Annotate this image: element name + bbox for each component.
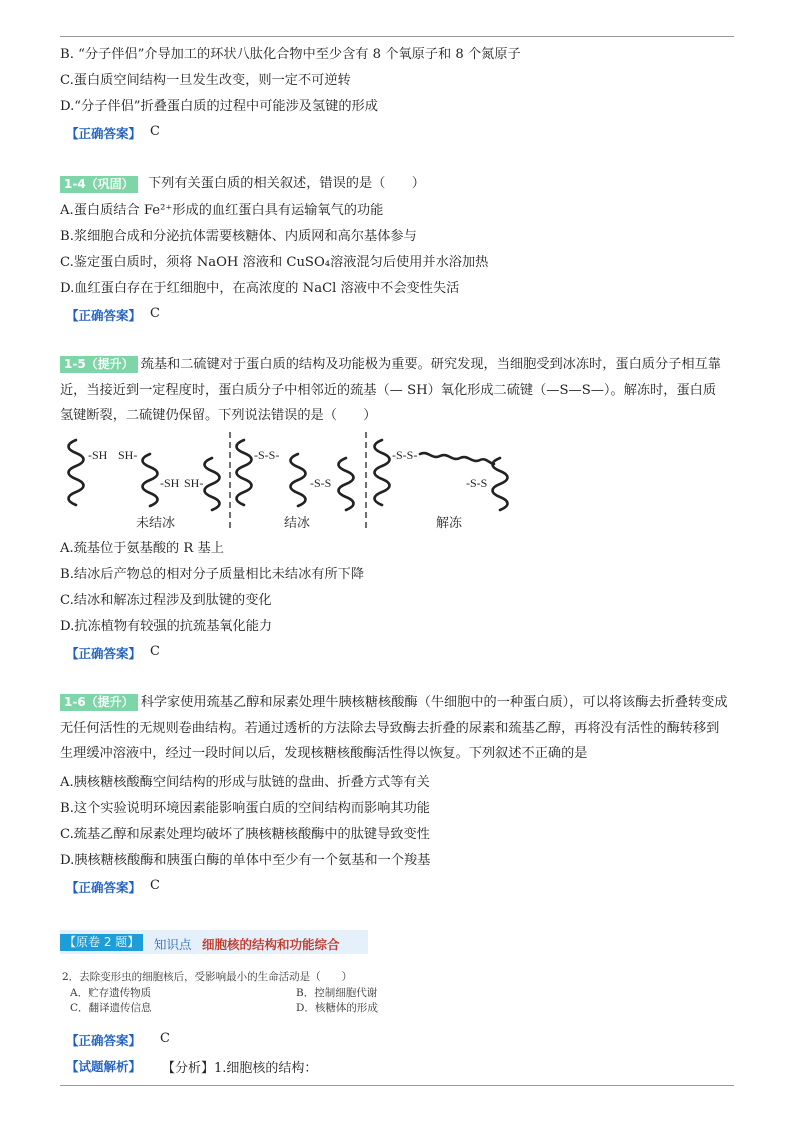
answer-label: 【正确答案】 [66, 126, 142, 141]
answer-label: 【正确答案】 [66, 880, 142, 895]
q2-option-d: D．核糖体的形成 [296, 1002, 378, 1014]
answer-value: C [160, 1031, 170, 1046]
bottom-rule [60, 1085, 734, 1086]
original-question-tag: 【原卷 2 题】 [60, 934, 143, 951]
q13-option-c: C.蛋白质空间结构一旦发生改变，则一定不可逆转 [60, 73, 351, 88]
question-stem: 2．去除变形虫的细胞核后，受影响最小的生命活动是（ ） [62, 971, 353, 983]
protein-chain [69, 440, 84, 505]
q16-option-b: B.这个实验说明环境因素能影响蛋白质的空间结构而影响其功能 [60, 801, 430, 816]
sh-label: SH- [118, 448, 138, 462]
question-tag: 1-4（巩固） [60, 176, 138, 193]
protein-chain [339, 458, 354, 510]
sh-label: -SH [88, 448, 108, 462]
protein-chain [375, 440, 390, 505]
q16-option-a: A.胰核糖核酸酶空间结构的形成与肽链的盘曲、折叠方式等有关 [60, 775, 430, 790]
protein-chain [493, 458, 508, 510]
question-stem [60, 690, 728, 767]
protein-chain [205, 458, 220, 510]
q14-option-b: B.浆细胞合成和分泌抗体需要核糖体、内质网和高尔基体参与 [60, 229, 417, 244]
q2-option-c: C．翻译遗传信息 [70, 1002, 152, 1014]
protein-chain [237, 440, 252, 505]
q14-option-c: C.鉴定蛋白质时，须将 NaOH 溶液和 CuSO₄溶液混匀后使用并水浴加热 [60, 255, 489, 270]
q15-option-a: A.巯基位于氨基酸的 R 基上 [60, 541, 224, 556]
knowledge-point-title: 细胞核的结构和功能综合 [202, 937, 340, 952]
question-tag: 1-6（提升） [60, 694, 138, 711]
answer-value: C [150, 878, 160, 893]
diagram-caption-unfrozen: 未结冰 [136, 516, 176, 531]
question-stem-text: 科学家使用巯基乙醇和尿素处理牛胰核糖核酸酶（牛细胞中的一种蛋白质），可以将该酶去折叠转变成无任何活性的无规则卷曲结构。若通过透析的方法除去导致酶去折叠的尿素和巯基乙醇，再将没有活性的酶转移到生理缓冲溶液中，经过一段时间以后，发现核糖核酸酶活性得以恢复。下列叙述不正确的是 [60, 695, 728, 761]
q15-option-c: C.结冰和解冻过程涉及到肽键的变化 [60, 593, 272, 608]
q14-option-d: D.血红蛋白存在于红细胞中，在高浓度的 NaCl 溶液中不会变性失活 [60, 281, 460, 296]
sh-label: -SH [160, 476, 180, 490]
question-stem: 下列有关蛋白质的相关叙述，错误的是（ ） [148, 176, 425, 191]
knowledge-point-label: 知识点 [154, 937, 192, 952]
q2-option-a: A．贮存遗传物质 [70, 987, 152, 999]
q14-option-a: A.蛋白质结合 Fe²⁺形成的血红蛋白具有运输氧气的功能 [60, 203, 384, 218]
ss-label: -S-S- [392, 448, 418, 462]
disulfide-diagram [0, 432, 794, 532]
q16-option-c: C.巯基乙醇和尿素处理均破坏了胰核糖核酸酶中的肽键导致变性 [60, 827, 430, 842]
diagram-caption-thawed: 解冻 [436, 516, 463, 531]
protein-chain [291, 454, 306, 506]
diagram-caption-frozen: 结冰 [284, 516, 311, 531]
question-stem-text: 巯基和二硫键对于蛋白质的结构及功能极为重要。研究发现，当细胞受到冰冻时，蛋白质分子相互靠近，当接近到一定程度时，蛋白质分子中相邻近的巯基（— SH）氧化形成二硫键（—S—S—）。解冻时，蛋白质氢键断裂，二硫键仍保留。下列说法错误的是（ ） [60, 357, 721, 423]
answer-label: 【正确答案】 [66, 646, 142, 661]
question-stem [60, 352, 728, 429]
protein-chain-unfolded [420, 453, 494, 464]
answer-value: C [150, 306, 160, 321]
question-tag: 1-5（提升） [60, 356, 138, 373]
answer-label: 【正确答案】 [66, 308, 142, 323]
q16-option-d: D.胰核糖核酸酶和胰蛋白酶的单体中至少有一个氨基和一个羧基 [60, 853, 431, 868]
q13-option-b: B. “分子伴侣”介导加工的环状八肽化合物中至少含有 8 个氧原子和 8 个氮原子 [60, 47, 521, 62]
protein-chain [143, 454, 158, 506]
analysis-text: 【分析】1.细胞核的结构： [162, 1061, 318, 1076]
answer-value: C [150, 124, 160, 139]
q15-option-b: B.结冰后产物总的相对分子质量相比未结冰有所下降 [60, 567, 365, 582]
answer-value: C [150, 644, 160, 659]
q2-option-b: B．控制细胞代谢 [296, 987, 378, 999]
ss-label: -S-S- [254, 448, 280, 462]
ss-label: -S-S [310, 476, 332, 490]
answer-label: 【正确答案】 [66, 1033, 142, 1048]
q15-option-d: D.抗冻植物有较强的抗巯基氧化能力 [60, 619, 273, 634]
top-rule [60, 36, 734, 37]
ss-label: -S-S [466, 476, 488, 490]
sh-label: SH- [184, 476, 204, 490]
q13-option-d: D.“分子伴侣”折叠蛋白质的过程中可能涉及氢键的形成 [60, 99, 378, 114]
analysis-label: 【试题解析】 [66, 1059, 142, 1074]
